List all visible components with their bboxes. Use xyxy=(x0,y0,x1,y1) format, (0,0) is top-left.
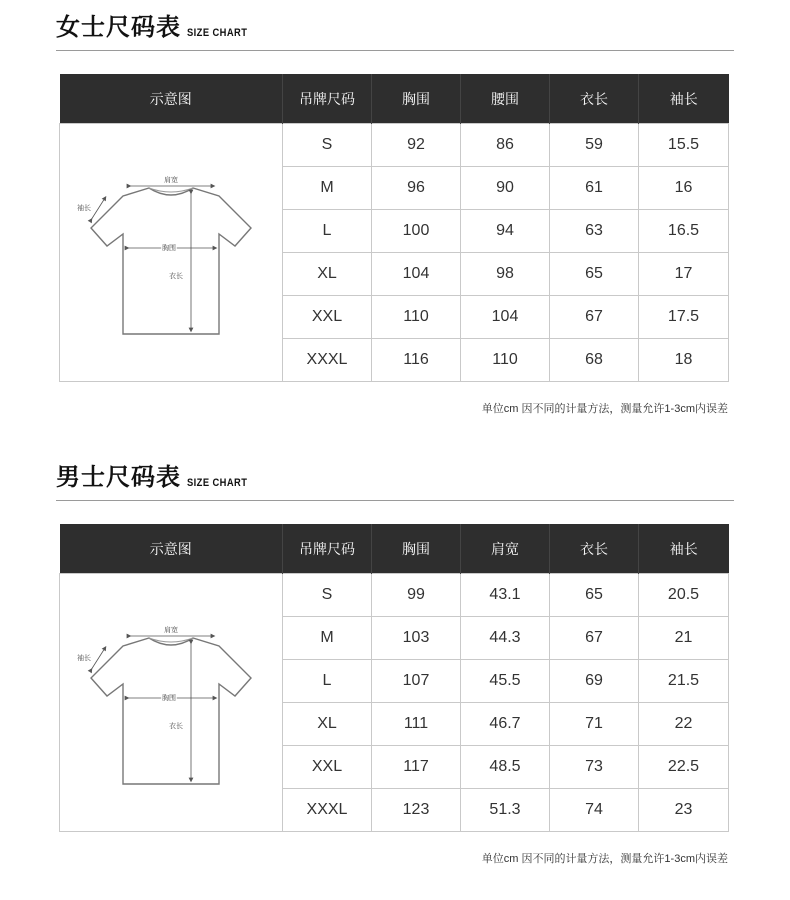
measurement-cell: 100 xyxy=(372,210,461,253)
column-header: 袖长 xyxy=(639,74,729,124)
women-title-divider xyxy=(56,50,734,51)
men-size-table xyxy=(59,524,729,832)
women-title: 女士尺码表 xyxy=(56,14,181,41)
size-label-cell: S xyxy=(283,124,372,167)
column-header: 衣长 xyxy=(550,74,639,124)
men-measurement-note: 单位cm 因不同的计量方法，测量允许1-3cm内误差 xyxy=(481,853,728,865)
size-label-cell: XXXL xyxy=(283,339,372,382)
measurement-cell: 103 xyxy=(372,617,461,660)
size-label-cell: XXL xyxy=(283,296,372,339)
measurement-cell: 63 xyxy=(550,210,639,253)
measurement-cell: 59 xyxy=(550,124,639,167)
column-header: 胸围 xyxy=(372,74,461,124)
measurement-cell: 22.5 xyxy=(639,746,729,789)
measurement-cell: 74 xyxy=(550,789,639,832)
men-title: 男士尺码表 xyxy=(56,464,181,491)
diagram-label-shoulder: 肩宽 xyxy=(164,175,178,184)
measurement-cell: 90 xyxy=(461,167,550,210)
men-title-divider xyxy=(56,500,734,501)
measurement-cell: 18 xyxy=(639,339,729,382)
measurement-cell: 17 xyxy=(639,253,729,296)
size-label-cell: S xyxy=(283,574,372,617)
tshirt-diagram-icon xyxy=(71,168,271,338)
size-row xyxy=(60,124,729,167)
measurement-cell: 96 xyxy=(372,167,461,210)
measurement-cell: 92 xyxy=(372,124,461,167)
measurement-cell: 16 xyxy=(639,167,729,210)
measurement-cell: 22 xyxy=(639,703,729,746)
column-header: 吊牌尺码 xyxy=(283,74,372,124)
column-header: 示意图 xyxy=(60,74,283,124)
measurement-cell: 104 xyxy=(372,253,461,296)
size-label-cell: XL xyxy=(283,253,372,296)
measurement-cell: 65 xyxy=(550,253,639,296)
column-header: 袖长 xyxy=(639,524,729,574)
diagram-label-sleeve: 袖长 xyxy=(77,653,91,662)
size-row xyxy=(60,574,729,617)
women-section-title xyxy=(56,4,258,40)
size-label-cell: XL xyxy=(283,703,372,746)
measurement-cell: 16.5 xyxy=(639,210,729,253)
women-measurement-note: 单位cm 因不同的计量方法，测量允许1-3cm内误差 xyxy=(481,403,728,415)
table-header-row xyxy=(60,524,729,574)
column-header: 肩宽 xyxy=(461,524,550,574)
measurement-cell: 61 xyxy=(550,167,639,210)
column-header: 衣长 xyxy=(550,524,639,574)
size-label-cell: L xyxy=(283,660,372,703)
measurement-cell: 67 xyxy=(550,617,639,660)
column-header: 胸围 xyxy=(372,524,461,574)
size-label-cell: L xyxy=(283,210,372,253)
diagram-cell xyxy=(60,124,283,382)
table-header-row xyxy=(60,74,729,124)
measurement-cell: 69 xyxy=(550,660,639,703)
diagram-label-length: 衣长 xyxy=(169,271,183,280)
column-header: 腰围 xyxy=(461,74,550,124)
measurement-cell: 68 xyxy=(550,339,639,382)
size-label-cell: M xyxy=(283,167,372,210)
measurement-cell: 86 xyxy=(461,124,550,167)
men-section-title xyxy=(56,454,258,490)
measurement-cell: 65 xyxy=(550,574,639,617)
measurement-cell: 21 xyxy=(639,617,729,660)
measurement-cell: 46.7 xyxy=(461,703,550,746)
diagram-label-shoulder: 肩宽 xyxy=(164,625,178,634)
size-label-cell: XXL xyxy=(283,746,372,789)
measurement-cell: 110 xyxy=(372,296,461,339)
measurement-cell: 94 xyxy=(461,210,550,253)
measurement-cell: 98 xyxy=(461,253,550,296)
measurement-cell: 99 xyxy=(372,574,461,617)
measurement-cell: 111 xyxy=(372,703,461,746)
measurement-cell: 17.5 xyxy=(639,296,729,339)
measurement-cell: 73 xyxy=(550,746,639,789)
measurement-cell: 45.5 xyxy=(461,660,550,703)
measurement-cell: 43.1 xyxy=(461,574,550,617)
measurement-cell: 116 xyxy=(372,339,461,382)
measurement-cell: 51.3 xyxy=(461,789,550,832)
measurement-cell: 110 xyxy=(461,339,550,382)
women-subtitle: SIZE CHART xyxy=(187,27,248,39)
measurement-cell: 117 xyxy=(372,746,461,789)
men-subtitle: SIZE CHART xyxy=(187,477,248,489)
women-size-table xyxy=(59,74,729,382)
diagram-label-length: 衣长 xyxy=(169,721,183,730)
measurement-cell: 23 xyxy=(639,789,729,832)
column-header: 示意图 xyxy=(60,524,283,574)
size-label-cell: M xyxy=(283,617,372,660)
diagram-cell xyxy=(60,574,283,832)
measurement-cell: 20.5 xyxy=(639,574,729,617)
measurement-cell: 48.5 xyxy=(461,746,550,789)
measurement-cell: 71 xyxy=(550,703,639,746)
column-header: 吊牌尺码 xyxy=(283,524,372,574)
measurement-cell: 21.5 xyxy=(639,660,729,703)
diagram-label-chest: 胸围 xyxy=(162,693,176,702)
size-label-cell: XXXL xyxy=(283,789,372,832)
diagram-label-sleeve: 袖长 xyxy=(77,203,91,212)
measurement-cell: 104 xyxy=(461,296,550,339)
diagram-label-chest: 胸围 xyxy=(162,243,176,252)
measurement-cell: 67 xyxy=(550,296,639,339)
measurement-cell: 123 xyxy=(372,789,461,832)
measurement-cell: 107 xyxy=(372,660,461,703)
measurement-cell: 44.3 xyxy=(461,617,550,660)
measurement-cell: 15.5 xyxy=(639,124,729,167)
tshirt-diagram-icon xyxy=(71,618,271,788)
